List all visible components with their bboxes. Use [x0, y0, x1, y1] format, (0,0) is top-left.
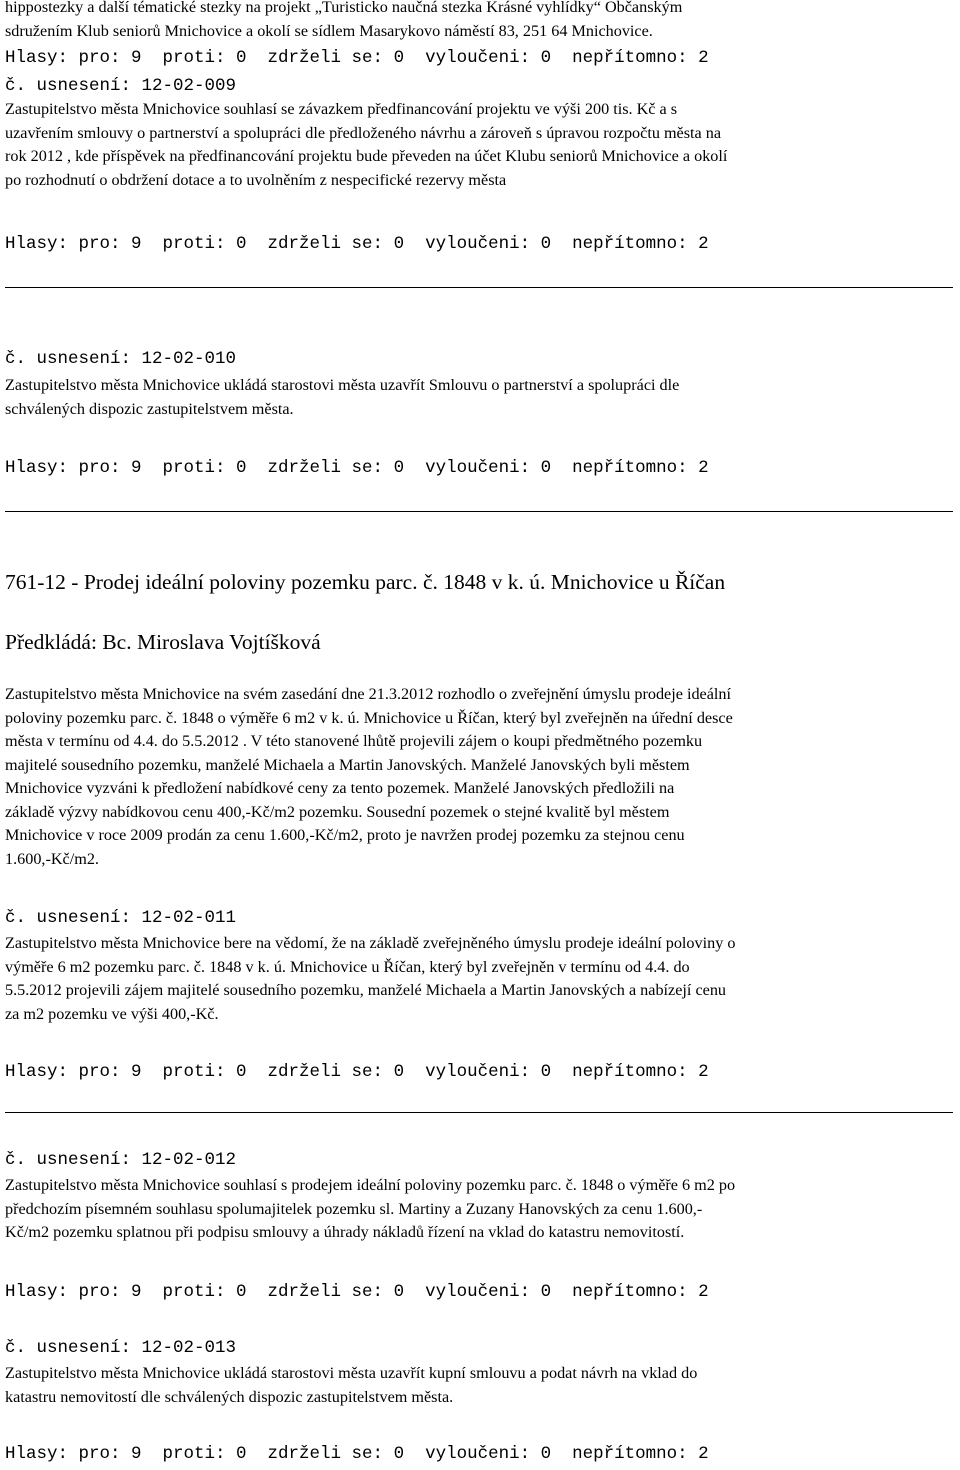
resolution-text: Zastupitelstvo města Mnichovice souhlasí s prodejem ideální poloviny pozemku parc. č. 1848 o výměře 6 m2 po předchozím písemném souhlasu spolumajitelek pozemku sl. Martiny a Zuzany Hanovských za cenu 1.600,- Kč/m2 pozemku splatnou při podpisu smlouvy a úhrady nákladů řízení na vklad do katastru nemovitostí. [5, 1176, 736, 1241]
resolution-number: č. usnesení: 12-02-012 [5, 1150, 237, 1170]
votes-line: Hlasy: pro: 9 proti: 0 zdrželi se: 0 vyloučeni: 0 nepřítomno: 2 [5, 458, 709, 478]
resolution-number: č. usnesení: 12-02-011 [5, 908, 237, 928]
resolution-text: Zastupitelstvo města Mnichovice bere na vědomí, že na základě zveřejněného úmyslu prodeje ideální poloviny o výměře 6 m2 pozemku parc. č. 1848 v k. ú. Mnichovice u Říčan, který byl zveřejněn v termínu od 4.4. do 5.5.2012 projevili zájem majitelé sousedního pozemku, manželé Michaela a Martin Janovských a nabízejí cenu za m2 pozemku ve výši 400,-Kč. [5, 934, 736, 1023]
agenda-item-title: 761-12 - Prodej ideální poloviny pozemku parc. č. 1848 v k. ú. Mnichovice u Říčan [5, 570, 726, 594]
resolution-text: Zastupitelstvo města Mnichovice souhlasí se závazkem předfinancování projektu ve výši 200 tis. Kč a s uzavřením smlouvy o partnerství a spolupráci dle předloženého návrhu a zároveň s úpravou rozpočtu města na rok 2012 , kde příspěvek na předfinancování projektu bude převeden na účet Klubu seniorů Mnichovice a okolí po rozhodnutí o obdržení dotace a to uvolněním z nespecifické rezervy města [5, 100, 728, 189]
resolution-text: Zastupitelstvo města Mnichovice ukládá starostovi města uzavřít Smlouvu o partnerství a spolupráci dle schválených dispozic zastupitelstvem města. [5, 376, 680, 418]
votes-line: Hlasy: pro: 9 proti: 0 zdrželi se: 0 vyloučeni: 0 nepřítomno: 2 [5, 1062, 709, 1082]
divider [5, 511, 953, 512]
agenda-item-description: Zastupitelstvo města Mnichovice na svém zasedání dne 21.3.2012 rozhodlo o zveřejnění úmyslu prodeje ideální poloviny pozemku parc. č. 1848 o výměře 6 m2 v k. ú. Mnichovice u Říčan, který byl zveřejněn na úřední desce města v termínu od 4.4. do 5.5.2012 . V této stanovené lhůtě projevili zájem o koupi předmětného pozemku majitelé sousedního pozemku, manželé Michaela a Martin Janovských. Manželé Janovských byli městem Mnichovice vyzváni k předložení nabídkové ceny za tento pozemek. Manželé Janovských předložili na základě výzvy nabídkovou cenu 400,-Kč/m2 pozemku. Sousední pozemek o stejné kvalitě byl městem Mnichovice v roce 2009 prodán za cenu 1.600,-Kč/m2, proto je navržen prodej pozemku za stejnou cenu 1.600,-Kč/m2. [5, 685, 733, 868]
votes-line: Hlasy: pro: 9 proti: 0 zdrželi se: 0 vyloučeni: 0 nepřítomno: 2 [5, 48, 709, 68]
agenda-item-presenter: Předkládá: Bc. Miroslava Vojtíšková [5, 630, 321, 654]
votes-line: Hlasy: pro: 9 proti: 0 zdrželi se: 0 vyloučeni: 0 nepřítomno: 2 [5, 1282, 709, 1302]
votes-line: Hlasy: pro: 9 proti: 0 zdrželi se: 0 vyloučeni: 0 nepřítomno: 2 [5, 234, 709, 254]
intro-paragraph: hippostezky a další tématické stezky na projekt „Turisticko naučná stezka Krásné vyhlídky“ Občanským sdružením Klub seniorů Mnichovice a okolí se sídlem Masarykovo náměstí 83, 251 64 Mnichovice. [5, 0, 683, 40]
resolution-number: č. usnesení: 12-02-010 [5, 349, 237, 369]
resolution-number: č. usnesení: 12-02-009 [5, 76, 237, 96]
votes-line: Hlasy: pro: 9 proti: 0 zdrželi se: 0 vyloučeni: 0 nepřítomno: 2 [5, 1444, 709, 1464]
divider [5, 287, 953, 288]
divider [5, 1112, 953, 1113]
resolution-text: Zastupitelstvo města Mnichovice ukládá starostovi města uzavřít kupní smlouvu a podat návrh na vklad do katastru nemovitostí dle schválených dispozic zastupitelstvem města. [5, 1364, 698, 1406]
resolution-number: č. usnesení: 12-02-013 [5, 1338, 237, 1358]
